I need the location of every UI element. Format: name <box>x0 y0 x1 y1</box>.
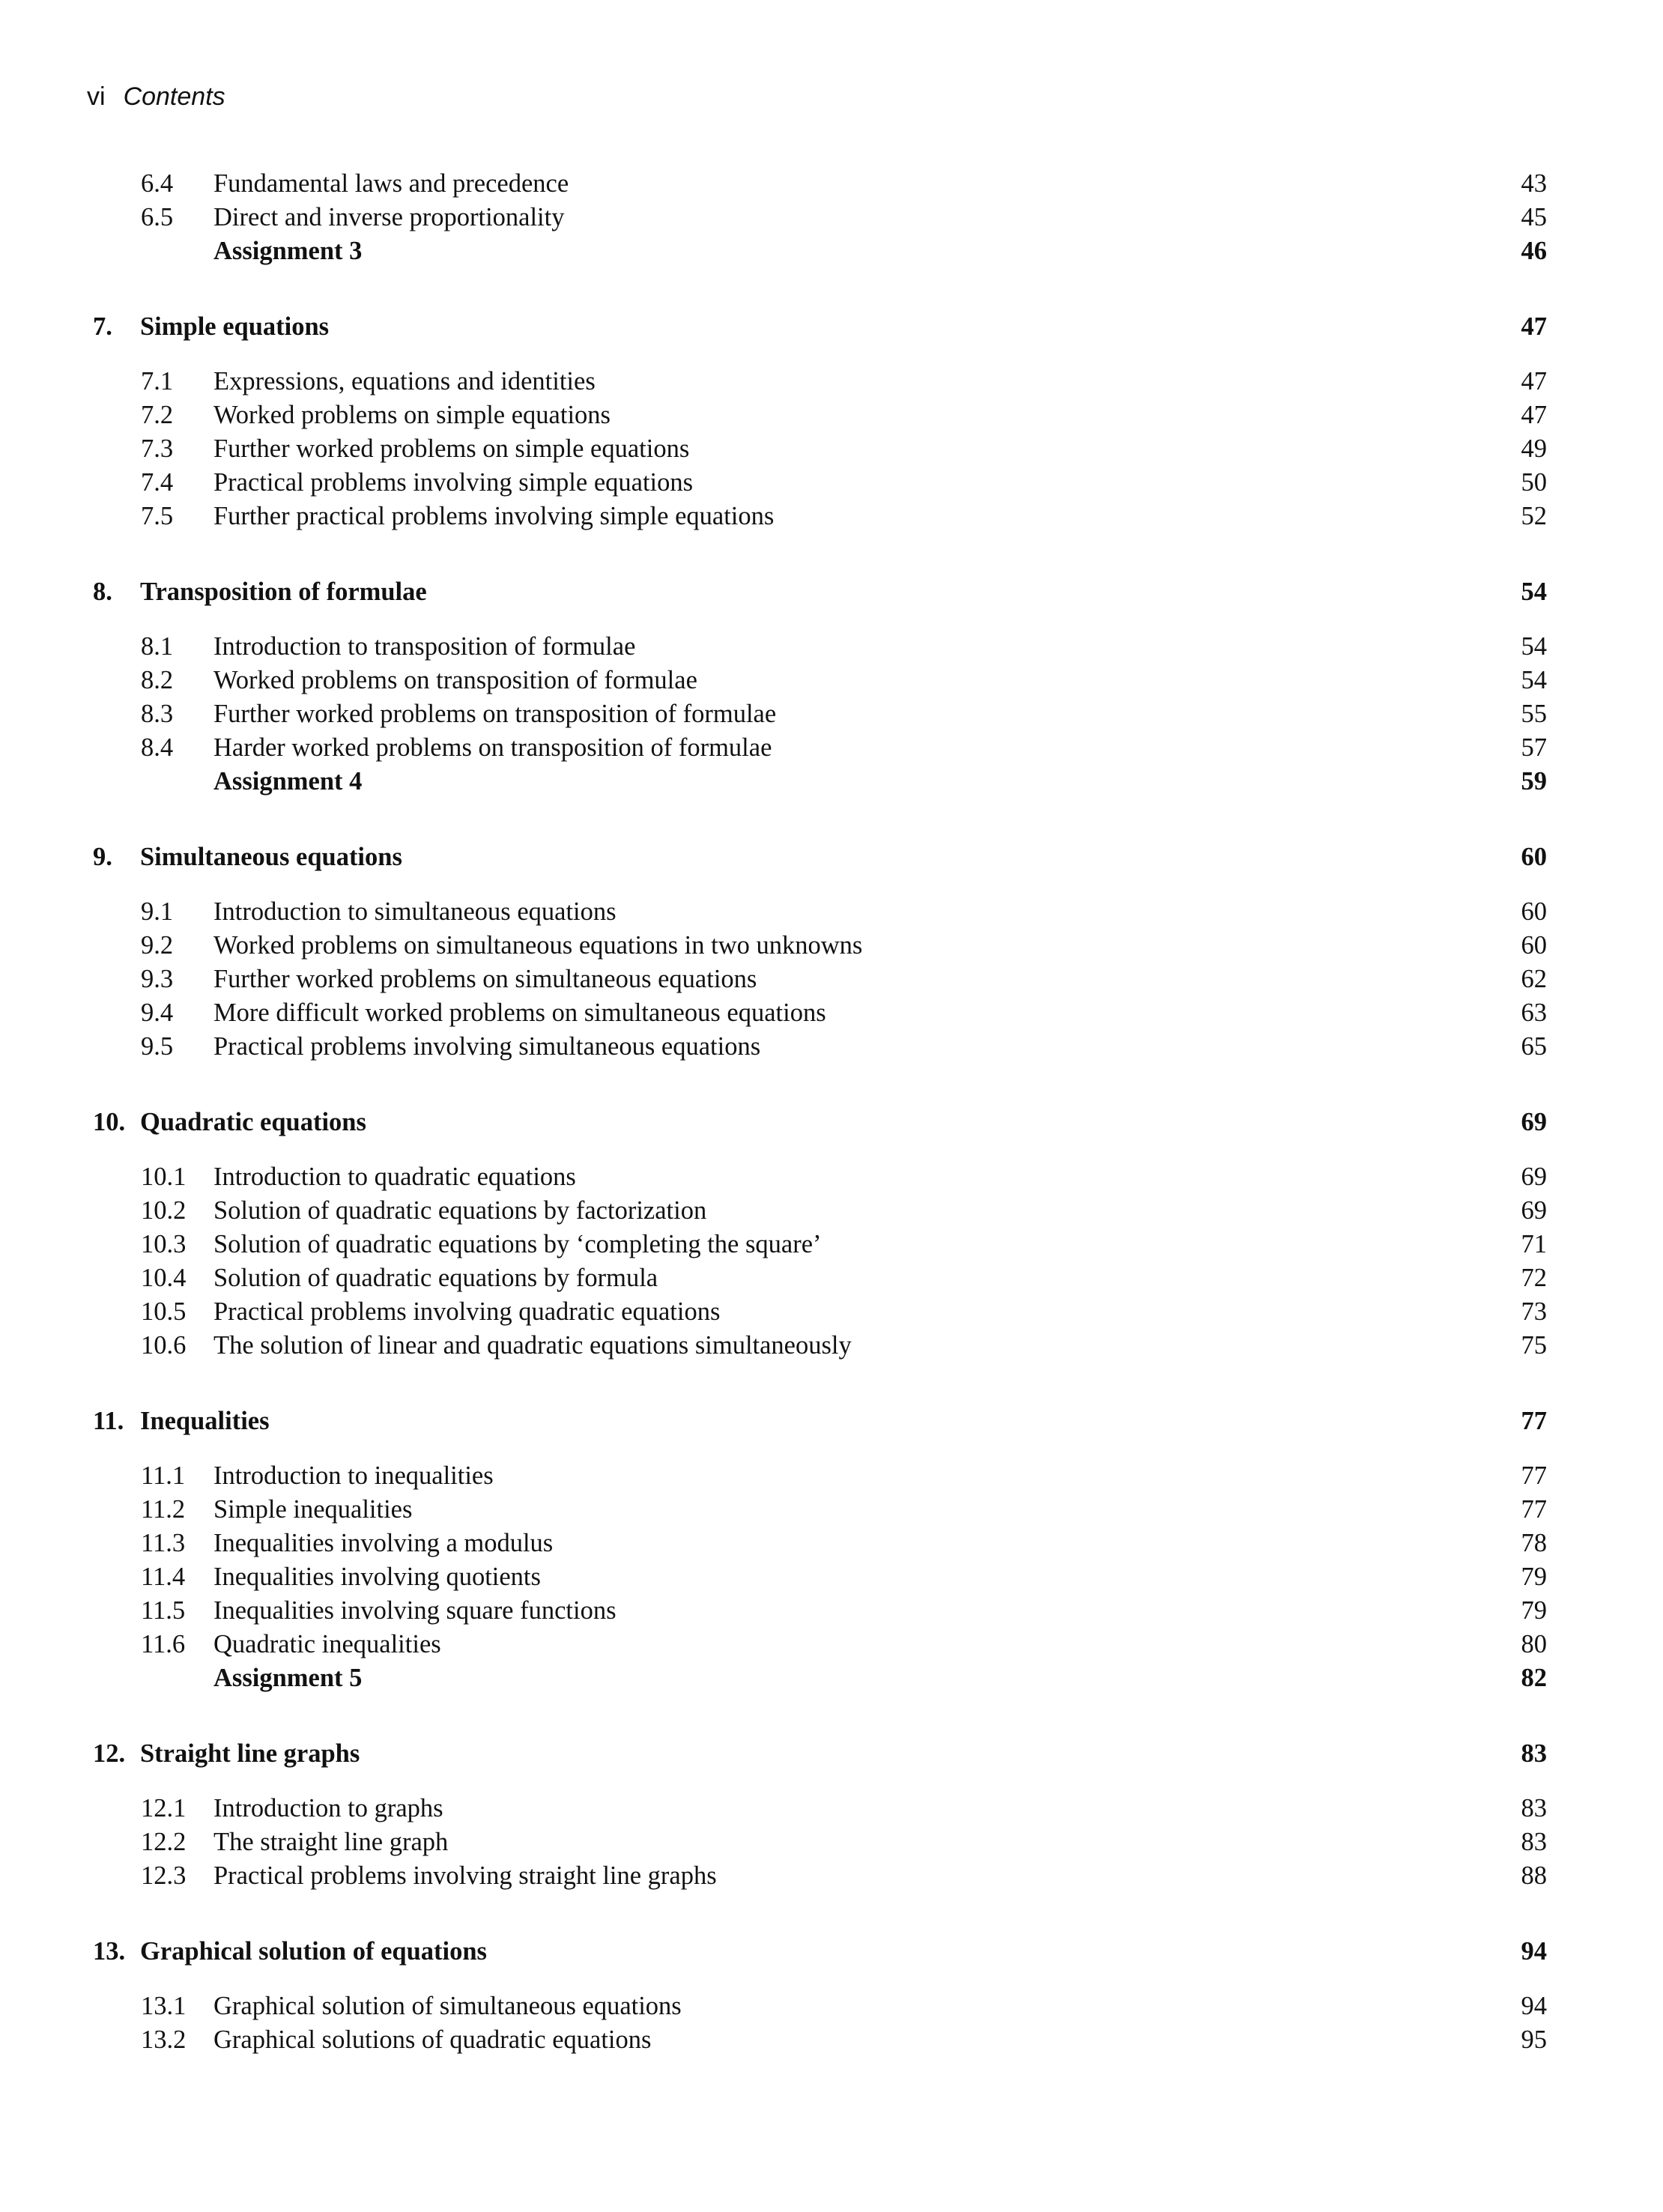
toc-entry-page: 88 <box>1521 1861 1547 1890</box>
toc-entry-number: 10.1 <box>141 1163 187 1191</box>
toc-section[interactable] <box>0 1593 1663 1628</box>
toc-section[interactable] <box>0 1227 1663 1261</box>
toc-entry-title: Graphical solution of equations <box>140 1937 487 1966</box>
toc-entry-page: 83 <box>1521 1794 1547 1822</box>
toc-entry-number: 12.2 <box>141 1828 187 1856</box>
toc-entry-number: 10.5 <box>141 1297 187 1326</box>
toc-entry-number: 10.2 <box>141 1196 187 1225</box>
toc-entry-title: Practical problems involving straight line graphs <box>213 1861 717 1890</box>
toc-entry-number: 7.1 <box>141 367 174 396</box>
toc-chapter[interactable] <box>0 1105 1663 1139</box>
toc-section[interactable] <box>0 1858 1663 1893</box>
toc-entry-page: 94 <box>1521 1937 1547 1966</box>
toc-entry-page: 57 <box>1521 733 1547 762</box>
toc-entry-number: 6.4 <box>141 169 174 198</box>
toc-entry-number: 8.2 <box>141 666 174 694</box>
toc-section[interactable] <box>0 1261 1663 1295</box>
toc-section[interactable] <box>0 398 1663 432</box>
toc-entry-page: 79 <box>1521 1563 1547 1591</box>
toc-entry-page: 59 <box>1521 767 1547 796</box>
toc-entry-number: 7. <box>93 312 112 341</box>
toc-entry-title: Solution of quadratic equations by factorization <box>213 1196 707 1225</box>
page-number: vi <box>87 82 106 111</box>
toc-section[interactable] <box>0 1458 1663 1493</box>
toc-entry-number: 8. <box>93 578 112 606</box>
toc-entry-page: 62 <box>1521 965 1547 993</box>
toc-entry-page: 71 <box>1521 1230 1547 1258</box>
toc-entry-title: Harder worked problems on transposition of formulae <box>213 733 772 762</box>
toc-entry-page: 73 <box>1521 1297 1547 1326</box>
toc-entry-title: Further practical problems involving simple equations <box>213 502 775 530</box>
toc-entry-page: 69 <box>1521 1163 1547 1191</box>
toc-section[interactable] <box>0 1492 1663 1527</box>
toc-entry-title: Assignment 3 <box>213 237 363 265</box>
toc-assignment[interactable] <box>0 234 1663 268</box>
toc-entry-number: 9.5 <box>141 1032 174 1061</box>
toc-entry-title: Introduction to simultaneous equations <box>213 897 617 926</box>
toc-section[interactable] <box>0 962 1663 996</box>
toc-section[interactable] <box>0 431 1663 466</box>
toc-entry-title: Inequalities <box>140 1407 270 1435</box>
toc-entry-page: 83 <box>1521 1739 1547 1768</box>
toc-chapter[interactable] <box>0 840 1663 874</box>
toc-entry-page: 63 <box>1521 999 1547 1027</box>
toc-entry-number: 12.3 <box>141 1861 187 1890</box>
toc-entry-number: 9.3 <box>141 965 174 993</box>
toc-entry-title: Introduction to graphs <box>213 1794 443 1822</box>
toc-entry-page: 69 <box>1521 1108 1547 1136</box>
toc-entry-title: Introduction to transposition of formulae <box>213 632 636 661</box>
toc-entry-title: Practical problems involving quadratic equations <box>213 1297 721 1326</box>
toc-section[interactable] <box>0 1294 1663 1329</box>
toc-entry-page: 47 <box>1521 312 1547 341</box>
toc-entry-page: 77 <box>1521 1461 1547 1490</box>
toc-entry-title: More difficult worked problems on simultaneous equations <box>213 999 826 1027</box>
toc-entry-number: 11.2 <box>141 1495 186 1524</box>
toc-entry-number: 7.3 <box>141 434 174 463</box>
toc-entry-title: Inequalities involving quotients <box>213 1563 541 1591</box>
toc-entry-page: 52 <box>1521 502 1547 530</box>
toc-section[interactable] <box>0 730 1663 765</box>
toc-entry-title: Worked problems on simultaneous equations in two unknowns <box>213 931 863 960</box>
toc-entry-page: 77 <box>1521 1407 1547 1435</box>
toc-entry-page: 95 <box>1521 2025 1547 2054</box>
toc-entry-page: 49 <box>1521 434 1547 463</box>
toc-entry-number: 11. <box>93 1407 124 1435</box>
toc-section[interactable] <box>0 663 1663 697</box>
toc-section[interactable] <box>0 2022 1663 2057</box>
toc-entry-page: 45 <box>1521 203 1547 231</box>
toc-entry-title: Straight line graphs <box>140 1739 360 1768</box>
toc-entry-page: 69 <box>1521 1196 1547 1225</box>
toc-chapter[interactable] <box>0 309 1663 344</box>
toc-entry-number: 8.3 <box>141 700 174 728</box>
toc-section[interactable] <box>0 166 1663 201</box>
toc-entry-number: 10. <box>93 1108 126 1136</box>
toc-entry-page: 83 <box>1521 1828 1547 1856</box>
toc-section[interactable] <box>0 499 1663 533</box>
toc-entry-title: The solution of linear and quadratic equations simultaneously <box>213 1331 852 1360</box>
toc-entry-title: Solution of quadratic equations by ‘completing the square’ <box>213 1230 822 1258</box>
toc-entry-title: Inequalities involving a modulus <box>213 1529 554 1557</box>
toc-section[interactable] <box>0 1029 1663 1064</box>
toc-entry-number: 9.2 <box>141 931 174 960</box>
toc-section[interactable] <box>0 697 1663 731</box>
toc-entry-page: 60 <box>1521 931 1547 960</box>
toc-entry-number: 7.4 <box>141 468 174 497</box>
toc-entry-page: 54 <box>1521 632 1547 661</box>
toc-chapter[interactable] <box>0 1736 1663 1771</box>
toc-section[interactable] <box>0 928 1663 963</box>
toc-entry-page: 47 <box>1521 401 1547 429</box>
toc-entry-title: Inequalities involving square functions <box>213 1596 617 1625</box>
toc-entry-page: 79 <box>1521 1596 1547 1625</box>
toc-entry-title: Worked problems on transposition of formulae <box>213 666 697 694</box>
toc-entry-page: 47 <box>1521 367 1547 396</box>
toc-section[interactable] <box>0 1526 1663 1560</box>
toc-chapter[interactable] <box>0 1404 1663 1438</box>
toc-entry-title: Expressions, equations and identities <box>213 367 596 396</box>
toc-entry-number: 11.1 <box>141 1461 186 1490</box>
toc-entry-title: Simultaneous equations <box>140 843 402 871</box>
toc-entry-number: 13.1 <box>141 1992 187 2020</box>
toc-entry-title: Practical problems involving simultaneous equations <box>213 1032 761 1061</box>
toc-section[interactable] <box>0 200 1663 234</box>
toc-entry-title: Quadratic inequalities <box>213 1630 441 1658</box>
toc-entry-number: 11.4 <box>141 1563 186 1591</box>
toc-entry-title: Further worked problems on transposition of formulae <box>213 700 777 728</box>
toc-entry-title: Assignment 4 <box>213 767 363 796</box>
toc-entry-number: 11.6 <box>141 1630 186 1658</box>
toc-entry-page: 54 <box>1521 578 1547 606</box>
toc-entry-title: Worked problems on simple equations <box>213 401 611 429</box>
toc-entry-page: 78 <box>1521 1529 1547 1557</box>
toc-section[interactable] <box>0 1160 1663 1194</box>
toc-entry-page: 82 <box>1521 1664 1547 1692</box>
toc-section[interactable] <box>0 1825 1663 1859</box>
toc-entry-page: 54 <box>1521 666 1547 694</box>
toc-entry-page: 43 <box>1521 169 1547 198</box>
toc-entry-page: 60 <box>1521 897 1547 926</box>
toc-section[interactable] <box>0 465 1663 500</box>
toc-entry-page: 55 <box>1521 700 1547 728</box>
toc-entry-page: 50 <box>1521 468 1547 497</box>
toc-section[interactable] <box>0 1627 1663 1661</box>
toc-entry-number: 12. <box>93 1739 126 1768</box>
toc-entry-number: 7.5 <box>141 502 174 530</box>
toc-section[interactable] <box>0 1193 1663 1228</box>
toc-entry-title: Further worked problems on simultaneous equations <box>213 965 757 993</box>
toc-entry-title: The straight line graph <box>213 1828 449 1856</box>
toc-chapter[interactable] <box>0 1934 1663 1969</box>
toc-entry-number: 8.4 <box>141 733 174 762</box>
toc-entry-number: 9.4 <box>141 999 174 1027</box>
toc-section[interactable] <box>0 364 1663 399</box>
toc-entry-title: Solution of quadratic equations by formula <box>213 1264 658 1292</box>
toc-entry-number: 10.4 <box>141 1264 187 1292</box>
toc-entry-title: Graphical solutions of quadratic equations <box>213 2025 652 2054</box>
toc-entry-number: 11.5 <box>141 1596 186 1625</box>
toc-section[interactable] <box>0 1560 1663 1594</box>
toc-entry-page: 60 <box>1521 843 1547 871</box>
toc-entry-title: Introduction to quadratic equations <box>213 1163 576 1191</box>
toc-entry-number: 9.1 <box>141 897 174 926</box>
toc-entry-number: 10.3 <box>141 1230 187 1258</box>
toc-entry-title: Assignment 5 <box>213 1664 363 1692</box>
toc-entry-number: 9. <box>93 843 112 871</box>
toc-section[interactable] <box>0 629 1663 664</box>
toc-entry-page: 65 <box>1521 1032 1547 1061</box>
toc-entry-title: Direct and inverse proportionality <box>213 203 565 231</box>
toc-entry-title: Transposition of formulae <box>140 578 427 606</box>
toc-chapter[interactable] <box>0 575 1663 609</box>
toc-section[interactable] <box>0 996 1663 1030</box>
toc-entry-number: 10.6 <box>141 1331 187 1360</box>
toc-entry-title: Practical problems involving simple equations <box>213 468 694 497</box>
toc-section[interactable] <box>0 894 1663 929</box>
toc-entry-page: 80 <box>1521 1630 1547 1658</box>
toc-entry-number: 7.2 <box>141 401 174 429</box>
toc-entry-title: Simple inequalities <box>213 1495 413 1524</box>
toc-entry-title: Quadratic equations <box>140 1108 366 1136</box>
toc-entry-page: 77 <box>1521 1495 1547 1524</box>
toc-assignment[interactable] <box>0 1661 1663 1695</box>
toc-section[interactable] <box>0 1791 1663 1825</box>
toc-entry-title: Introduction to inequalities <box>213 1461 494 1490</box>
toc-entry-number: 6.5 <box>141 203 174 231</box>
toc-entry-page: 75 <box>1521 1331 1547 1360</box>
toc-entry-title: Simple equations <box>140 312 330 341</box>
toc-entry-number: 11.3 <box>141 1529 186 1557</box>
toc-section[interactable] <box>0 1989 1663 2023</box>
toc-assignment[interactable] <box>0 764 1663 799</box>
toc-entry-title: Fundamental laws and precedence <box>213 169 569 198</box>
toc-entry-title: Further worked problems on simple equations <box>213 434 690 463</box>
toc-entry-page: 72 <box>1521 1264 1547 1292</box>
toc-entry-number: 13. <box>93 1937 126 1966</box>
running-title: Contents <box>123 82 225 111</box>
toc-entry-number: 13.2 <box>141 2025 187 2054</box>
toc-section[interactable] <box>0 1328 1663 1363</box>
toc-entry-number: 8.1 <box>141 632 174 661</box>
toc-entry-page: 94 <box>1521 1992 1547 2020</box>
toc-entry-title: Graphical solution of simultaneous equations <box>213 1992 682 2020</box>
toc-entry-number: 12.1 <box>141 1794 187 1822</box>
toc-entry-page: 46 <box>1521 237 1547 265</box>
